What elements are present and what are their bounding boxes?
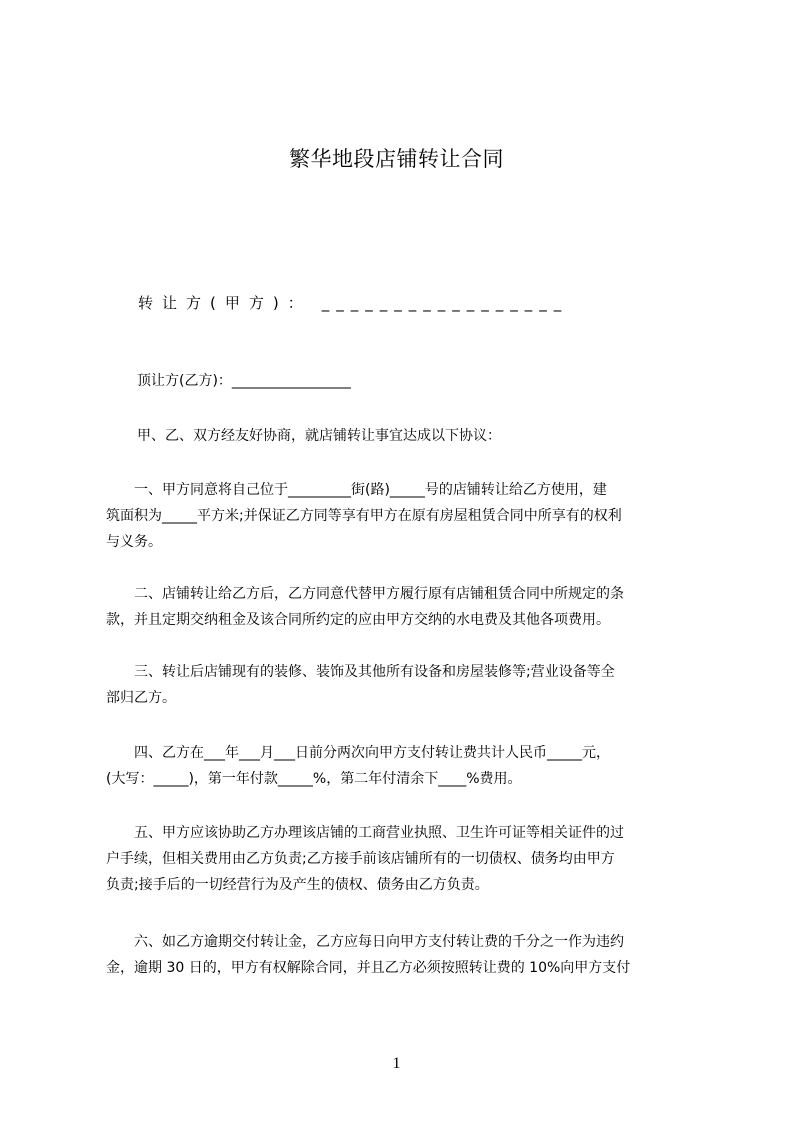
transferor-blank: _________________ <box>321 294 569 312</box>
clause-line: 四、乙方在___年___月___日前分两次向甲方支付转让费共计人民币_____元， <box>134 745 610 761</box>
clause-line: (大写：_____)，第一年付款_____%，第二年付清余下____%费用。 <box>106 771 522 787</box>
clause-line: 户手续，但相关费用由乙方负责;乙方接手前该店铺所有的一切债权、债务均由甲方 <box>106 851 615 867</box>
clause-5 <box>106 820 701 898</box>
clause-line: 负责;接手后的一切经营行为及产生的债权、债务由乙方负责。 <box>106 877 489 893</box>
transferee-line: 顶让方(乙方)：_________________ <box>137 373 351 389</box>
clause-line: 五、甲方应该协助乙方办理该店铺的工商营业执照、卫生许可证等相关证件的过 <box>134 825 624 841</box>
clause-line: 金，逾期 30 日的，甲方有权解除合同，并且乙方必须按照转让费的 10%向甲方支付 <box>106 960 631 976</box>
page-number: 1 <box>392 1055 401 1072</box>
transferor-line <box>138 292 703 313</box>
clause-line: 二、店铺转让给乙方后，乙方同意代替甲方履行原有店铺租赁合同中所规定的条 <box>134 586 624 602</box>
document-title: 繁华地段店铺转让合同 <box>289 147 504 171</box>
clause-line: 六、如乙方逾期交付转让金，乙方应每日向甲方支付转让费的千分之一作为违约 <box>134 934 624 950</box>
clause-line: 部归乙方。 <box>106 690 176 706</box>
clause-1 <box>106 477 701 555</box>
clause-6 <box>106 929 701 981</box>
clause-2 <box>106 581 701 633</box>
transferor-label: 转让方(甲方)： <box>138 294 312 312</box>
clause-line: 款，并且定期交纳租金及该合同所约定的应由甲方交纳的水电费及其他各项费用。 <box>106 612 610 628</box>
clause-4 <box>106 740 701 792</box>
clause-line: 与义务。 <box>106 534 162 550</box>
intro-paragraph: 甲、乙、双方经友好协商，就店铺转让事宜达成以下协议： <box>137 428 501 444</box>
clause-line: 三、转让后店铺现有的装修、装饰及其他所有设备和房屋装修等;营业设备等全 <box>134 664 615 680</box>
clause-line: 筑面积为_____平方米;并保证乙方同等享有甲方在原有房屋租赁合同中所享有的权利 <box>106 508 622 524</box>
clause-3 <box>106 659 701 711</box>
clause-line: 一、甲方同意将自己位于_________街(路)_____号的店铺转让给乙方使用，建 <box>134 482 607 498</box>
